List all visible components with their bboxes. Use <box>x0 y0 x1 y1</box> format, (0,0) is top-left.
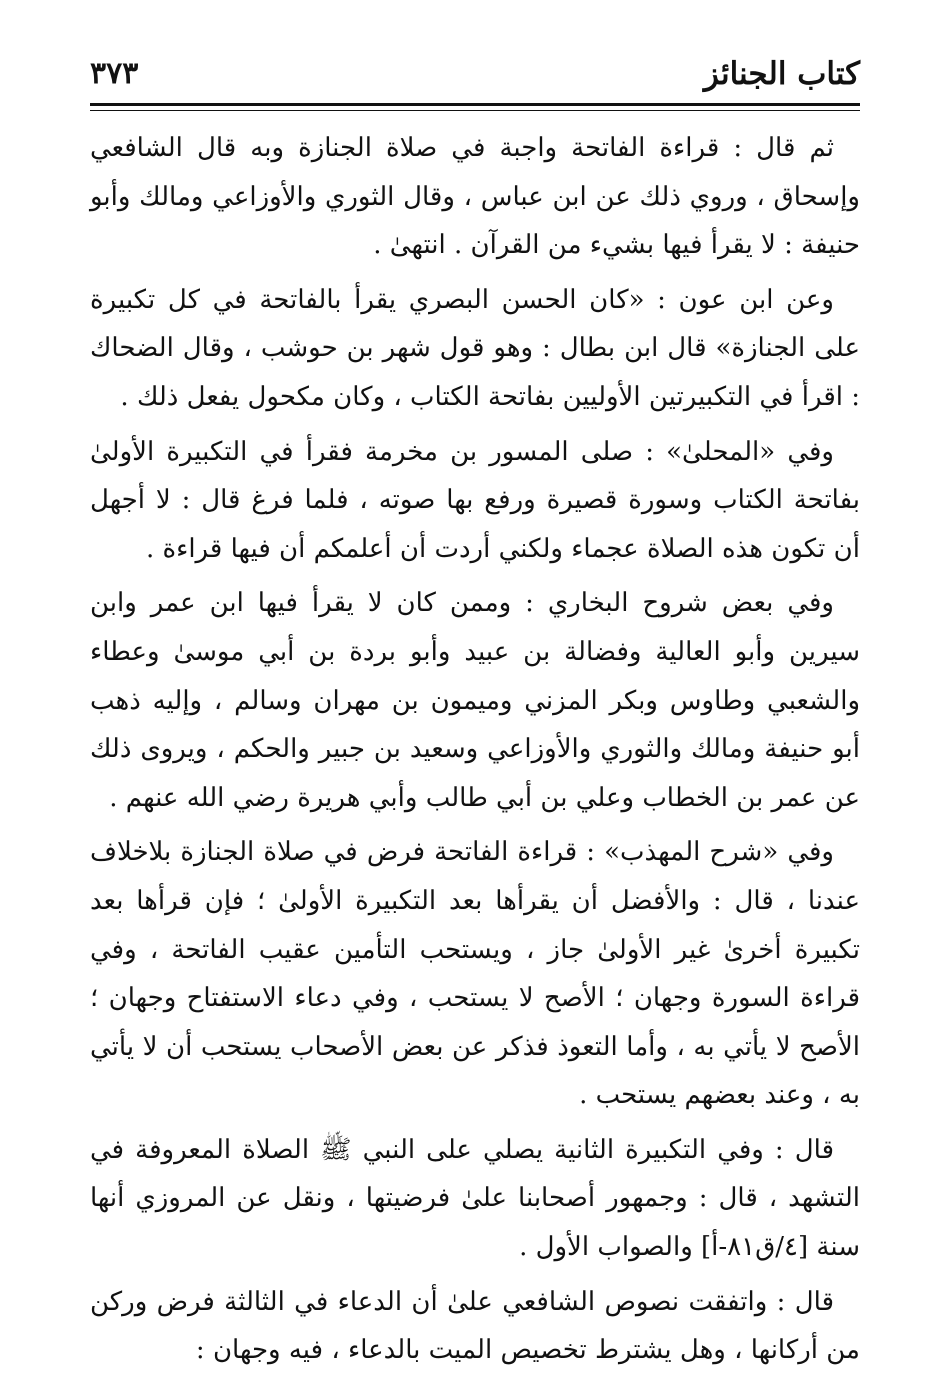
page-number: ٣٧٣ <box>90 56 139 91</box>
header-rule-thick <box>90 103 860 106</box>
body-text <box>90 124 860 1381</box>
header-rule-thin <box>90 110 860 111</box>
paragraph: قال : واتفقت نصوص الشافعي علىٰ أن الدعاء في الثالثة فرض وركن من أركانها ، وهل يشترط تخصيص الميت بالدعاء ، فيه وجهان : <box>90 1286 860 1366</box>
paragraph: قال : وفي التكبيرة الثانية يصلي على النبي ﷺ الصلاة المعروفة في التشهد ، قال : وجمهور أصحابنا علىٰ فرضيتها ، ونقل عن المروزي أنها سنة [٤/ق٨١-أ] والصواب الأول . <box>90 1134 860 1263</box>
running-head: كتاب الجنائز <box>703 56 860 92</box>
paragraph: وعن ابن عون : «كان الحسن البصري يقرأ بالفاتحة في كل تكبيرة على الجنازة» قال ابن بطال : وهو قول شهر بن حوشب ، وقال الضحاك : اقرأ في التكبيرتين الأوليين بفاتحة الكتاب ، وكان مكحول يفعل ذلك . <box>90 284 860 412</box>
paragraph: وفي «شرح المهذب» : قراءة الفاتحة فرض في صلاة الجنازة بلاخلاف عندنا ، قال : والأفضل أن يقرأها بعد التكبيرة الأولىٰ ؛ فإن قرأها بعد تكبيرة أخرىٰ غير الأولىٰ جاز ، ويستحب التأمين عقيب الفاتحة ، وفي قراءة السورة وجهان ؛ الأصح لا يستحب ، وفي دعاء الاستفتاح وجهان ؛ الأصح لا يأتي به ، وأما التعوذ فذكر عن بعض الأصحاب يستحب أن لا يأتي به ، وعند بعضهم يستحب . <box>90 837 860 1111</box>
paragraph: وفي «المحلىٰ» : صلى المسور بن مخرمة فقرأ في التكبيرة الأولىٰ بفاتحة الكتاب وسورة قصيرة ورفع بها صوته ، فلما فرغ قال : لا أجهل أن تكون هذه الصلاة عجماء ولكني أردت أن أعلمكم أن فيها قراءة . <box>90 436 860 564</box>
page-header <box>90 48 860 100</box>
paragraph: وفي بعض شروح البخاري : وممن كان لا يقرأ فيها ابن عمر وابن سيرين وأبو العالية وفضالة بن عبيد وأبو بردة بن أبي موسىٰ وعطاء والشعبي وطاوس وبكر المزني وميمون بن مهران وسالم ، وإليه ذهب أبو حنيفة ومالك والثوري والأوزاعي وسعيد بن جبير والحكم ، ويروى ذلك عن عمر بن الخطاب وعلي بن أبي طالب وأبي هريرة رضي الله عنهم . <box>90 588 860 813</box>
paragraph: ثم قال : قراءة الفاتحة واجبة في صلاة الجنازة وبه قال الشافعي وإسحاق ، وروي ذلك عن ابن عباس ، وقال الثوري والأوزاعي ومالك وأبو حنيفة : لا يقرأ فيها بشيء من القرآن . انتهىٰ . <box>90 133 860 261</box>
